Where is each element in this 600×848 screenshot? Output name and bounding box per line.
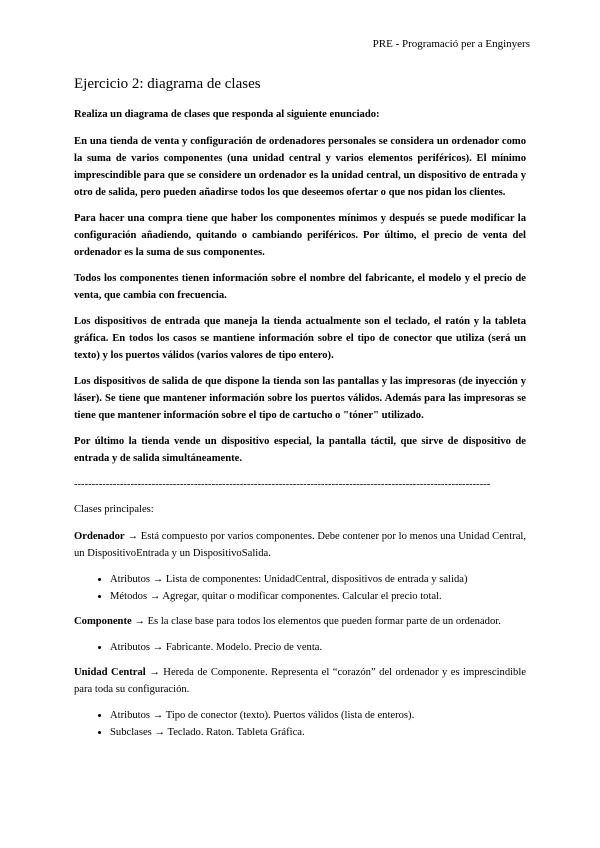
list-item: • Métodos → Agregar, quitar o modificar componentes. Calcular el precio total. (110, 588, 526, 605)
class-name: Ordenador (74, 531, 125, 542)
statement-paragraph: Los dispositivos de salida de que dispone la tienda son las pantallas y las impresoras (de inyección y láser). Se tiene que mantener información sobre los puertos válidos. Además para las impresoras se tiene que mantener información sobre el tipo de cartucho o "tóner" utilizado. (74, 376, 526, 421)
statement-paragraph: Por último la tienda vende un dispositivo especial, la pantalla táctil, que sirve de dispositivo de entrada y de salida simultáneamente. (74, 436, 526, 464)
class-ordenador (74, 528, 526, 562)
statement-paragraph: Los dispositivos de entrada que maneja la tienda actualmente son el teclado, el ratón y la tableta gráfica. En todos los casos se mantiene información sobre el tipo de conector que utiliza (será un texto) y los puertos válidos (varios valores de tipo entero). (74, 316, 526, 361)
list-item: • Subclases → Teclado. Raton. Tableta Gráfica. (110, 724, 526, 741)
class-ordenador-bullets (74, 571, 526, 605)
document-content (74, 76, 526, 749)
solution-heading: Clases principales: (74, 504, 154, 515)
list-item: • Atributos → Lista de componentes: UnidadCentral, dispositivos de entrada y salida) (110, 571, 526, 588)
list-item: • Atributos → Fabricante. Modelo. Precio de venta. (110, 639, 526, 656)
class-name: Unidad Central (74, 667, 146, 678)
statement-paragraph: Para hacer una compra tiene que haber los componentes mínimos y después se puede modificar la configuración añadiendo, quitando o cambiando periféricos. Por último, el precio de venta del ordenador es la suma de sus componentes. (74, 213, 526, 258)
class-description: → Es la clase base para todos los elementos que pueden formar parte de un ordenador. (131, 616, 501, 627)
class-unidad-central (74, 664, 526, 698)
page-header: PRE - Programació per a Enginyers (372, 38, 530, 50)
class-description: → Está compuesto por varios componentes. Debe contener por lo menos una Unidad Central, un DispositivoEntrada y un DispositivoSalida. (74, 531, 526, 559)
separator-line: ---------------------------------------------------------------------------------------------------------------------- (74, 479, 491, 490)
class-unidad-central-bullets (74, 707, 526, 741)
class-componente (74, 613, 526, 630)
list-item: • Atributos → Tipo de conector (texto). Puertos válidos (lista de enteros). (110, 707, 526, 724)
class-name: Componente (74, 616, 132, 627)
class-componente-bullets (74, 639, 526, 656)
statement-paragraph: Todos los componentes tienen información sobre el nombre del fabricante, el modelo y el precio de venta, que cambia con frecuencia. (74, 273, 526, 301)
exercise-title: Ejercicio 2: diagrama de clases (74, 76, 261, 92)
statement-paragraph: En una tienda de venta y configuración de ordenadores personales se considera un ordenador como la suma de varios componentes (una unidad central y varios elementos periféricos). El mínimo imprescindible para que se considere un ordenador es la unidad central, un dispositivo de entrada y otro de salida, pero pueden añadirse todos los que deseemos ofertar o que nos pidan los clientes. (74, 136, 526, 198)
class-description: → Hereda de Componente. Representa el “corazón” del ordenador y es imprescindible para toda su configuración. (74, 667, 527, 695)
statement-intro: Realiza un diagrama de clases que responda al siguiente enunciado: (74, 109, 380, 120)
